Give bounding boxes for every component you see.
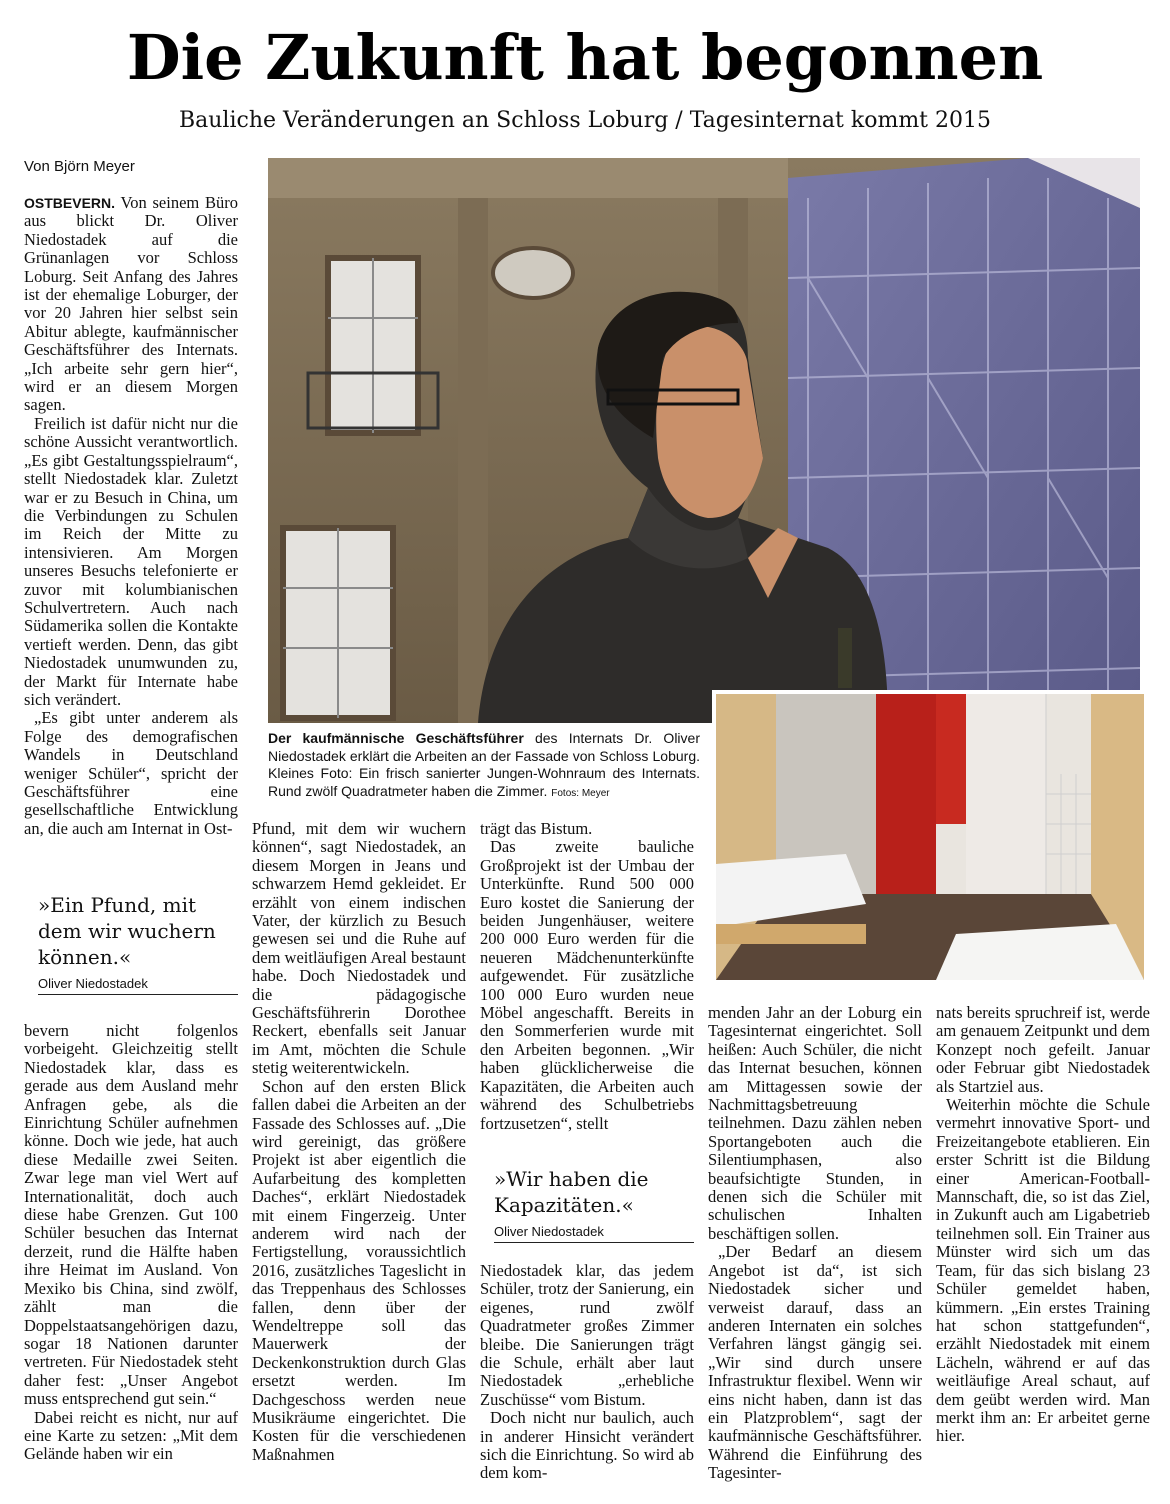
pull-quote-text: »Ein Pfund, mit dem wir wuchern können.« (38, 893, 216, 969)
photo-caption (268, 730, 700, 802)
small-photo-illustration (716, 694, 1144, 980)
paragraph: „Der Bedarf an diesem Angebot ist da“, ist sich Niedostadek sicher und verweist darauf, dass an anderen Internaten ein solches Verfahren längst gängig sei. „Wir sind durch unsere Infrastruktur flexibel. Wenn wir eins nicht haben, dann ist das ein Platzproblem“, sagt der kaufmännische Geschäftsführer. Während die Einführung des Tagesinter- (708, 1242, 922, 1483)
paragraph: trägt das Bistum. (480, 820, 593, 838)
byline: Von Björn Meyer (24, 158, 135, 175)
paragraph: Dabei reicht es nicht, nur auf eine Karte zu setzen: „Mit dem Gelände haben wir ein (24, 1407, 238, 1464)
paragraph: Weiterhin möchte die Schule vermehrt innovative Sport- und Freizeitangebote etablieren. Ein erster Schritt ist die Bildung einer American-Football-Mannschaft, die, so ist das Ziel, in Zukunft auch am Ligabetrieb teilnehmen soll. Ein Trainer aus Münster wird sich um das Team, für das sich bislang 23 Schüler gemeldet haben, kümmern. „Ein erstes Training hat schon stattgefunden“, erzählt Niedostadek mit einem Lächeln, während er auf das weitläufige Areal schaut, auf dem geübt werden wird. Man merkt ihm an: Er arbeitet gerne hier. (936, 1095, 1150, 1446)
article-column-1b (24, 1022, 238, 1482)
paragraph: Pfund, mit dem wir wuchern können“, sagt Niedostadek, an diesem Morgen in Jeans und schwarzem Hemd gekleidet. Er erzählt von einem indischen Vater, der kürzlich zu Besuch gewesen sei und die Ruhe auf dem weitläufigen Areal bestaunt habe. Doch Niedostadek und die pädagogische Geschäftsführerin Dorothee Reckert, ebenfalls seit Januar im Amt, möchten die Schule stetig weiterentwickeln. (252, 820, 466, 1078)
caption-text: des Internats Dr. Oliver Niedostadek erklärt die Arbeiten an der Fassade von Schloss Loburg. Kleines Foto: Ein frisch sanierter Jungen-Wohnraum des Internats. Rund zwölf Quadratmeter haben die Zimmer. (268, 730, 700, 799)
caption-credit: Fotos: Meyer (551, 787, 610, 799)
caption-lead: Der kaufmännische Geschäftsführer (268, 730, 524, 746)
pull-quote-2 (494, 1166, 694, 1243)
paragraph: Doch nicht nur baulich, auch in anderer Hinsicht verändert sich die Einrichtung. So wird ab dem kom- (480, 1408, 694, 1483)
article-column-3b (480, 1262, 694, 1484)
main-photo-illustration (268, 158, 1140, 723)
paragraph: nats bereits spruchreif ist, werde am genauem Zeitpunkt und dem Konzept noch gefeilt. Januar oder Februar gibt Niedostadek als Startziel aus. (936, 1004, 1150, 1096)
subheadline: Bauliche Veränderungen an Schloss Loburg / Tagesinternat kommt 2015 (178, 108, 992, 133)
paragraph: Schon auf den ersten Blick fallen dabei die Arbeiten an der Fassade des Schlosses auf. „Die wird gereinigt, das größere Projekt ist aber eigentlich die Aufarbeitung des kompletten Daches“, erklärt Niedostadek mit einem Fingerzeig. Unter anderem wird nach der Fertigstellung, voraussichtlich 2016, zusätzliches Tageslicht in das Treppenhaus des Schlosses fallen, denn über der Wendeltreppe soll das Mauerwerk der Deckenkonstruktion durch Glas ersetzt werden. Im Dachgeschoss werden neue Musikräume eingerichtet. Die Kosten für die verschiedenen Maßnahmen (252, 1076, 466, 1464)
small-photo (712, 690, 1144, 980)
paragraph: menden Jahr an der Loburg ein Tagesinternat eingerichtet. Soll heißen: Auch Schüler, die nicht das Internat besuchen, können am Mittagessen sowie der Nachmittagsbetreuung teilnehmen. Dazu zählen neben Sportangeboten auch die Silentiumphasen, also beaufsichtigte Stunden, in denen sich die Schüler mit schulischen Inhalten beschäftigen sollen. (708, 1004, 922, 1243)
dateline: OSTBEVERN. (24, 195, 116, 211)
paragraph: Das zweite bauliche Großprojekt ist der Umbau der Unterkünfte. Rund 500 000 Euro kostet die Sanierung der beiden Jungenhäuser, weitere 200 000 Euro werden für die neueren Mädchenunterkünfte aufgewendet. Für zusätzliche 100 000 Euro wurden neue Möbel angeschafft. Bereits in den Sommerferien wurde mit den Arbeiten begonnen. „Wir haben glücklicherweise die Kapazitäten, die Arbeiten auch während des Schulbetriebs fortzusetzen“, stellt (480, 837, 694, 1133)
paragraph: Freilich ist dafür nicht nur die schöne Aussicht verantwortlich. „Es gibt Gestaltungsspielraum“, stellt Niedostadek klar. Zuletzt war er zu Besuch in China, um die Verbindungen zu Schulen im Reich der Mitte zu intensivieren. Am Morgen unseres Besuchs telefonierte er zuvor mit kolumbianischen Schulvertretern. Auch nach Südamerika sollen die Kontakte vertieft werden. Denn, das gibt Niedostadek unumwunden zu, der Markt für Internate habe sich verändert. (24, 413, 238, 709)
paragraph: „Es gibt unter anderem als Folge des demografischen Wandels in Deutschland weniger Schüler“, spricht der Geschäftsführer eine gesellschaftliche Entwicklung an, die auch am Internat in Ost- (24, 708, 238, 838)
article-column-5 (936, 1004, 1150, 1484)
paragraph: Von seinem Büro aus blickt Dr. Oliver Niedostadek auf die Grünanlagen vor Schloss Loburg. Seit Anfang des Jahres ist der ehemalige Loburger, der vor 20 Jahren hier selbst sein Abitur ablegte, kaufmännischer Geschäftsführer des Internats. „Ich arbeite sehr gern hier“, wird er an diesem Morgen sagen. (24, 194, 238, 415)
paragraph: bevern nicht folgenlos vorbeigeht. Gleichzeitig stellt Niedostadek klar, dass es gerade aus dem Ausland mehr Anfragen gebe, als die Einrichtung Schüler aufnehmen könne. Doch wie jede, hat auch diese Medaille zwei Seiten. Zwar lege man viel Wert auf Internationalität, doch auch diese habe Grenzen. Gut 100 Schüler besuchen das Internat derzeit, rund die Hälfte haben ihre Heimat im Ausland. Von Mexiko bis China, sind zwölf, zählt man die Doppelstaatsangehörigen dazu, sogar 18 Nationen darunter vertreten. Für Niedostadek steht daher fest: „Unser Angebot muss entsprechend gut sein.“ (24, 1022, 238, 1409)
article-column-3 (480, 820, 694, 1158)
pull-quote-1 (38, 892, 238, 995)
headline: Die Zukunft hat begonnen (126, 21, 1044, 94)
article-column-1 (24, 194, 238, 878)
main-photo (268, 158, 1140, 723)
pull-quote-author: Oliver Niedostadek (494, 1224, 694, 1243)
paragraph: Niedostadek klar, das jedem Schüler, trotz der Sanierung, ein eigenes, rund zwölf Quadratmeter großes Zimmer bleibe. Die Sanierungen trägt die Schule, erhält aber laut Niedostadek „erhebliche Zuschüsse“ vom Bistum. (480, 1262, 694, 1409)
pull-quote-author: Oliver Niedostadek (38, 976, 238, 995)
pull-quote-text: »Wir haben die Kapazitäten.« (494, 1167, 649, 1217)
article-column-4 (708, 1004, 922, 1484)
article-column-2 (252, 820, 466, 1484)
